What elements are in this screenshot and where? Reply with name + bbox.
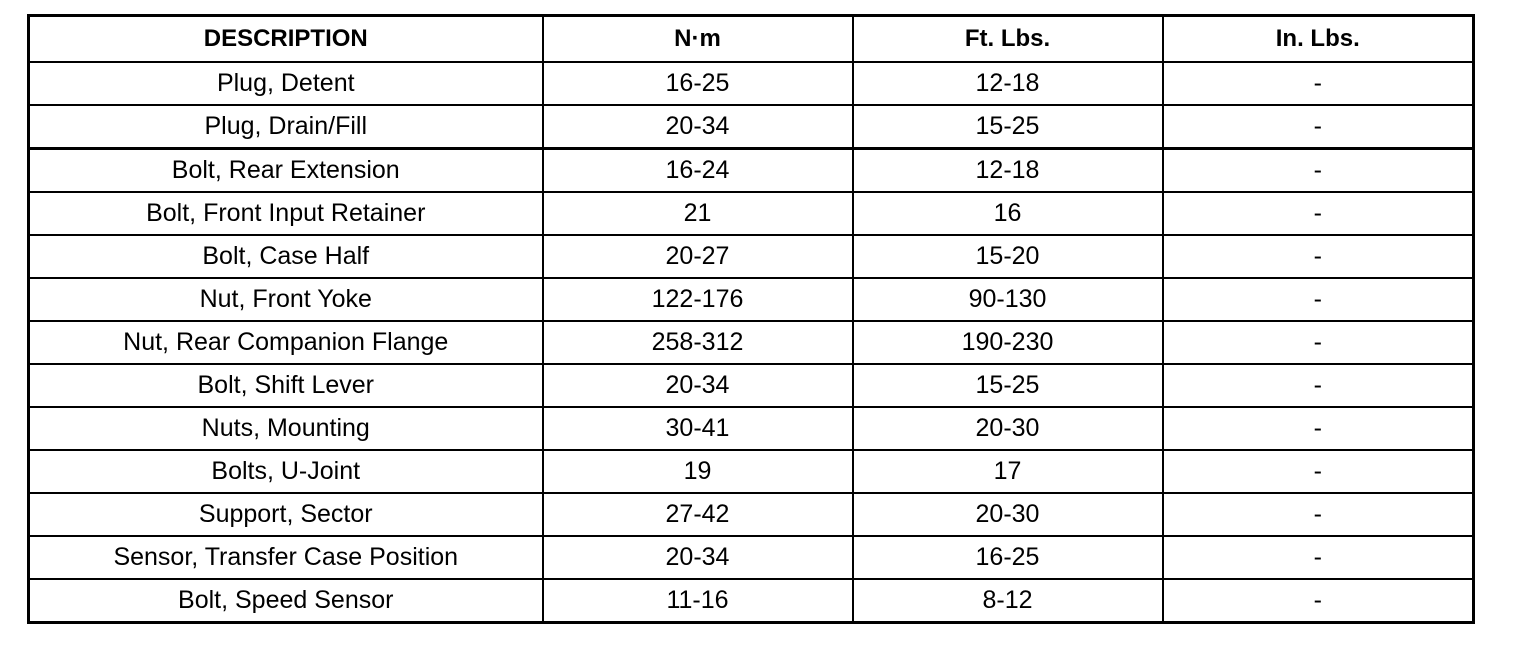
cell-in-lbs: - bbox=[1163, 450, 1474, 493]
table-row bbox=[29, 149, 1474, 193]
cell-ft-lbs: 15-25 bbox=[853, 105, 1163, 149]
table-row bbox=[29, 62, 1474, 105]
cell-in-lbs: - bbox=[1163, 407, 1474, 450]
header-in-lbs: In. Lbs. bbox=[1163, 16, 1474, 63]
cell-ft-lbs: 20-30 bbox=[853, 407, 1163, 450]
table-row bbox=[29, 364, 1474, 407]
cell-in-lbs: - bbox=[1163, 579, 1474, 623]
cell-ft-lbs: 90-130 bbox=[853, 278, 1163, 321]
cell-in-lbs: - bbox=[1163, 278, 1474, 321]
cell-description: Sensor, Transfer Case Position bbox=[29, 536, 543, 579]
cell-nm: 11-16 bbox=[543, 579, 853, 623]
cell-ft-lbs: 16-25 bbox=[853, 536, 1163, 579]
cell-description: Nuts, Mounting bbox=[29, 407, 543, 450]
table-row bbox=[29, 278, 1474, 321]
cell-description: Bolt, Front Input Retainer bbox=[29, 192, 543, 235]
cell-description: Bolt, Shift Lever bbox=[29, 364, 543, 407]
cell-description: Nut, Front Yoke bbox=[29, 278, 543, 321]
header-nm: N·m bbox=[543, 16, 853, 63]
cell-ft-lbs: 17 bbox=[853, 450, 1163, 493]
table-row bbox=[29, 407, 1474, 450]
cell-in-lbs: - bbox=[1163, 62, 1474, 105]
cell-nm: 16-24 bbox=[543, 149, 853, 193]
header-ft-lbs: Ft. Lbs. bbox=[853, 16, 1163, 63]
cell-ft-lbs: 8-12 bbox=[853, 579, 1163, 623]
cell-in-lbs: - bbox=[1163, 536, 1474, 579]
cell-nm: 30-41 bbox=[543, 407, 853, 450]
table-header-row bbox=[29, 16, 1474, 63]
cell-nm: 19 bbox=[543, 450, 853, 493]
cell-description: Plug, Drain/Fill bbox=[29, 105, 543, 149]
table-row bbox=[29, 321, 1474, 364]
table-row bbox=[29, 450, 1474, 493]
cell-description: Support, Sector bbox=[29, 493, 543, 536]
cell-ft-lbs: 190-230 bbox=[853, 321, 1163, 364]
header-description: DESCRIPTION bbox=[29, 16, 543, 63]
cell-nm: 122-176 bbox=[543, 278, 853, 321]
cell-nm: 16-25 bbox=[543, 62, 853, 105]
cell-nm: 21 bbox=[543, 192, 853, 235]
cell-in-lbs: - bbox=[1163, 235, 1474, 278]
cell-description: Bolts, U-Joint bbox=[29, 450, 543, 493]
cell-in-lbs: - bbox=[1163, 192, 1474, 235]
cell-in-lbs: - bbox=[1163, 105, 1474, 149]
torque-specifications-table bbox=[27, 14, 1475, 624]
cell-in-lbs: - bbox=[1163, 321, 1474, 364]
table-row bbox=[29, 493, 1474, 536]
cell-nm: 20-34 bbox=[543, 536, 853, 579]
cell-ft-lbs: 20-30 bbox=[853, 493, 1163, 536]
cell-nm: 20-34 bbox=[543, 105, 853, 149]
table-row bbox=[29, 579, 1474, 623]
cell-ft-lbs: 15-25 bbox=[853, 364, 1163, 407]
table-row bbox=[29, 536, 1474, 579]
cell-description: Nut, Rear Companion Flange bbox=[29, 321, 543, 364]
cell-description: Bolt, Speed Sensor bbox=[29, 579, 543, 623]
cell-ft-lbs: 16 bbox=[853, 192, 1163, 235]
cell-description: Plug, Detent bbox=[29, 62, 543, 105]
cell-nm: 20-27 bbox=[543, 235, 853, 278]
cell-nm: 27-42 bbox=[543, 493, 853, 536]
table-row bbox=[29, 235, 1474, 278]
table-row bbox=[29, 105, 1474, 149]
cell-in-lbs: - bbox=[1163, 364, 1474, 407]
cell-ft-lbs: 12-18 bbox=[853, 149, 1163, 193]
cell-nm: 20-34 bbox=[543, 364, 853, 407]
cell-ft-lbs: 12-18 bbox=[853, 62, 1163, 105]
cell-ft-lbs: 15-20 bbox=[853, 235, 1163, 278]
table-row bbox=[29, 192, 1474, 235]
cell-in-lbs: - bbox=[1163, 493, 1474, 536]
cell-in-lbs: - bbox=[1163, 149, 1474, 193]
cell-description: Bolt, Case Half bbox=[29, 235, 543, 278]
cell-nm: 258-312 bbox=[543, 321, 853, 364]
cell-description: Bolt, Rear Extension bbox=[29, 149, 543, 193]
